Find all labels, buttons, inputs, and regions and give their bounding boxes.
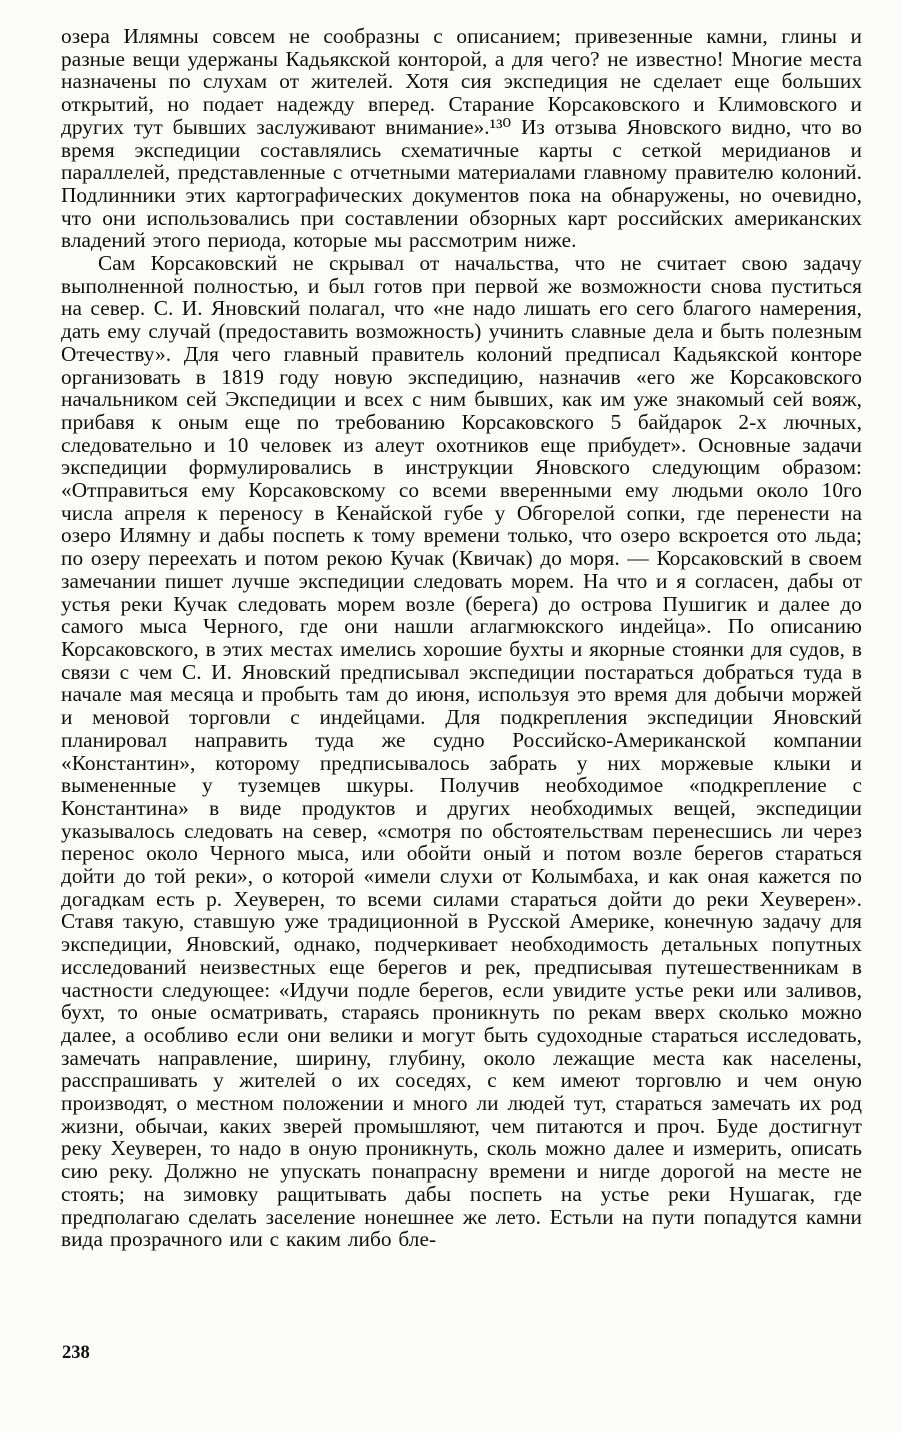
paragraph-continuation: озера Илямны совсем не сообразны с описанием; привезенные камни, глины и разные вещи удержаны Кадьякской конторой, а для чего? не известно! Многие места назначены по слухам от жителей. Хотя сия экспедиция не сделает еще больших открытий, но подает надежду вперед. Старание Корсаковского и Климовского и других тут бывших заслуживают внимание».¹³⁰ Из отзыва Яновского видно, что во время экспедиции составлялись схематичные карты с сеткой меридианов и параллелей, представленные с отчетными материалами главному правителю колоний. Подлинники этих картографических документов пока на обнаружены, но очевидно, что они использовались при составлении обзорных карт российских американских владений этого периода, которые мы рассмотрим ниже. <box>61 24 862 253</box>
page-text-block <box>61 25 862 1251</box>
page-number: 238 <box>62 1343 90 1363</box>
paragraph-main: Сам Корсаковский не скрывал от начальства, что не считает свою задачу выполненной полностью, и был готов при первой же возможности снова пуститься на север. С. И. Яновский полагал, что «не надо лишать его сего благого намерения, дать ему случай (предоставить возможность) учинить славные дела и быть полезным Отечеству». Для чего главный правитель колоний предписал Кадьякской конторе организовать в 1819 году новую экспедицию, назначив «его же Корсаковского начальником сей Экспедиции и всех с ним бывших, как им уже знакомый сей вояж, прибавя к оным еще по требованию Корсаковского 5 байдарок 2-х лючных, следовательно и 10 человек из алеут охотников еще прибудет». Основные задачи экспедиции формулировались в инструкции Яновского следующим образом: «Отправиться ему Корсаковскому со всеми вверенными ему людьми около 10го числа апреля к переносу в Кенайской губе у Обгорелой сопки, где перенести на озеро Илямну и дабы поспеть к тому времени только, что озеро вскроется ото льда; по озеру переехать и потом рекою Кучак (Квичак) до моря. — Корсаковский в своем замечании пишет лучше экспедиции следовать морем. На что и я согласен, дабы от устья реки Кучак следовать морем возле (берега) до острова Пушигик и далее до самого мыса Черного, где они нашли аглагмюкского индейца». По описанию Корсаковского, в этих местах имелись хорошие бухты и якорные стоянки для судов, в связи с чем С. И. Яновский предписывал экспедиции постараться добраться туда в начале мая месяца и пробыть там до июня, используя это время для добычи моржей и меновой торговли с индейцами. Для подкрепления экспедиции Яновский планировал направить туда же судно Российско-Американской компании «Константин», которому предписывалось забрать у них моржевые клыки и вымененные у туземцев шкуры. Получив необходимое «подкрепление с Константина» в виде продуктов и других необходимых вещей, экспедиции указывалось следовать на север, «смотря по обстоятельствам перенесшись ли через перенос около Черного мыса, или обойти оный и потом возле берегов стараться дойти до той реки», о которой «имели слухи от Колымбаха, и как оная кажется по догадкам есть р. Хеуверен, то всеми силами стараться дойти до реки Хеуверен». Ставя такую, ставшую уже традиционной в Русской Америке, конечную задачу для экспедиции, Яновский, однако, подчеркивает необходимость детальных попутных исследований неизвестных еще берегов и рек, предписывая путешественникам в частности следующее: «Идучи подле берегов, если увидите устье реки или заливов, бухт, то оные осматривать, стараясь проникнуть по рекам вверх сколько можно далее, а особливо если они велики и могут быть судоходные стараться исследовать, замечать направление, ширину, глубину, около лежащие места как населены, расспрашивать у жителей о их соседях, с кем имеют торговлю и чем оную производят, о местном положении и много ли людей тут, стараться замечать их род жизни, обычаи, каких зверей промышляют, чем питаются и проч. Буде достигнут реку Хеуверен, то надо в оную проникнуть, сколь можно далее и измерить, описать сию реку. Должно не упускать понапрасну времени и нигде дорогой на месте не стоять; на зимовку ращитывать дабы поспеть на устье реки Нушагак, где предполагаю сделать заселение нонешнее же лето. Естьли на пути попадутся камни вида прозрачного или с каким либо бле- <box>61 251 862 1252</box>
